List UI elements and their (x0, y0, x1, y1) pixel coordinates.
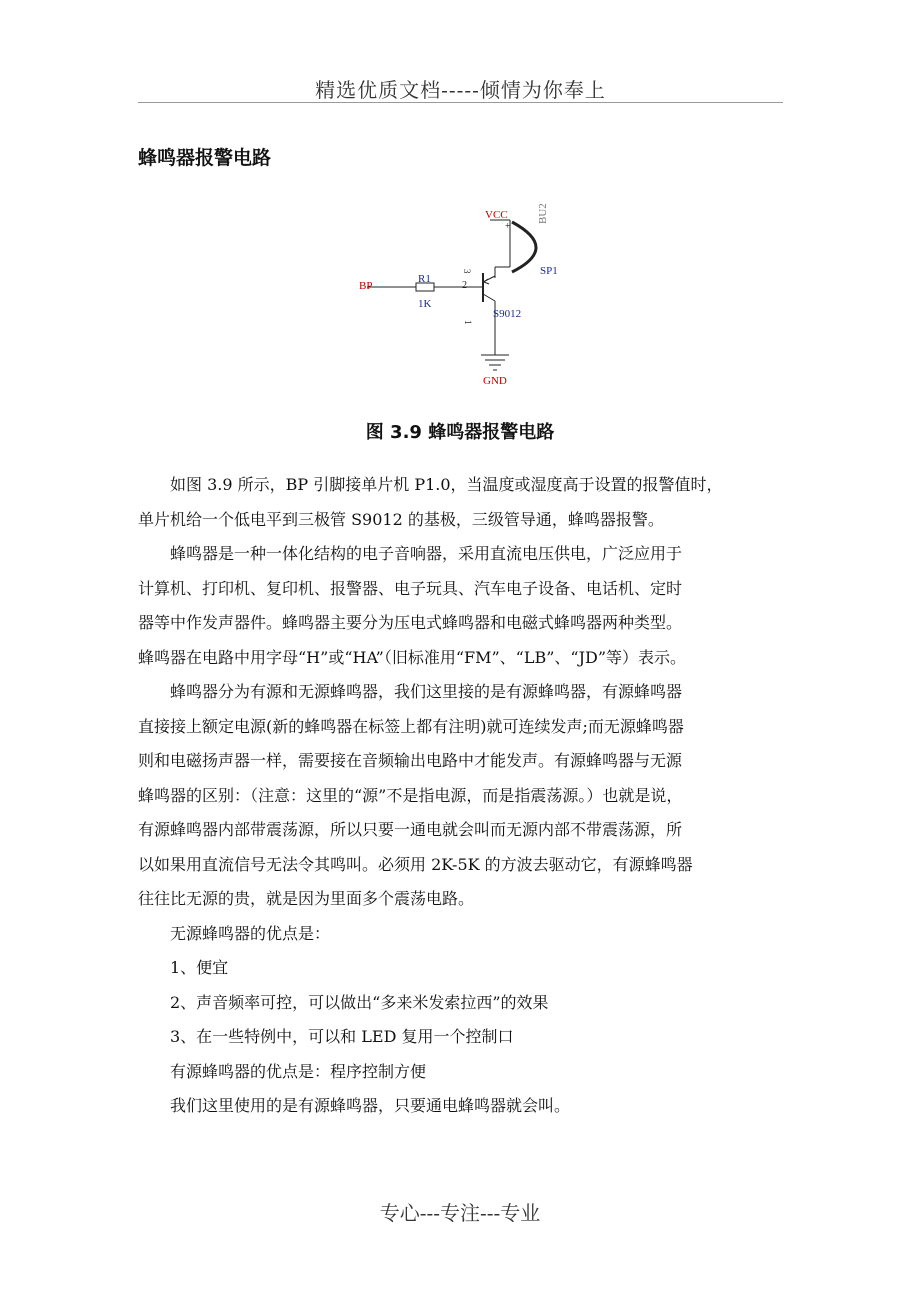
paragraph-line: 我们这里使用的是有源蜂鸣器，只要通电蜂鸣器就会叫。 (170, 1096, 571, 1115)
list-item: 1、便宜 (170, 958, 229, 977)
transistor-collector (483, 294, 495, 301)
label-vcc: VCC (485, 209, 508, 221)
page-header: 精选优质文档-----倾情为你奉上 (315, 78, 606, 102)
buzzer-arc (512, 222, 536, 272)
paragraph-line: 如图 3.9 所示，BP 引脚接单片机 P1.0，当温度或湿度高于设置的报警值时， (170, 475, 723, 494)
body-text (138, 468, 788, 1124)
list-item: 2、声音频率可控，可以做出“多来米发索拉西”的效果 (170, 992, 549, 1012)
paragraph-line: 蜂鸣器在电路中用字母“H”或“HA”（旧标准用“FM”、“LB”、“JD”等）表示。 (138, 647, 687, 667)
paragraph-line: 直接接上额定电源(新的蜂鸣器在标签上都有注明)就可连续发声;而无源蜂鸣器 (138, 716, 684, 736)
label-transistor: S9012 (493, 308, 522, 320)
paragraph-line: 则和电磁扬声器一样，需要接在音频输出电路中才能发声。有源蜂鸣器与无源 (138, 751, 683, 770)
label-bu2: BU2 (537, 203, 549, 224)
header-divider (138, 102, 783, 103)
label-bp: BP (359, 280, 373, 292)
paragraph-line: 无源蜂鸣器的优点是： (170, 923, 331, 943)
figure-caption: 图 3.9 蜂鸣器报警电路 (365, 422, 555, 443)
buzzer-circuit-diagram (340, 195, 580, 395)
section-title: 蜂鸣器报警电路 (138, 147, 272, 169)
paragraph-line: 器等中作发声器件。蜂鸣器主要分为压电式蜂鸣器和电磁式蜂鸣器两种类型。 (138, 613, 683, 632)
list-item: 3、在一些特例中，可以和 LED 复用一个控制口 (170, 1027, 514, 1046)
paragraph-line: 有源蜂鸣器内部带震荡源，所以只要一通电就会叫而无源内部不带震荡源，所 (138, 820, 683, 839)
label-pin3: 3 (462, 269, 472, 274)
label-plus: + (505, 221, 511, 232)
paragraph-line: 单片机给一个低电平到三极管 S9012 的基极，三级管导通，蜂鸣器报警。 (138, 509, 664, 529)
paragraph-line: 以如果用直流信号无法令其鸣叫。必须用 2K-5K 的方波去驱动它，有源蜂鸣器 (138, 854, 693, 874)
paragraph-line: 往往比无源的贵，就是因为里面多个震荡电路。 (138, 889, 475, 908)
paragraph-line: 蜂鸣器是一种一体化结构的电子音响器，采用直流电压供电，广泛应用于 (170, 544, 683, 563)
label-pin2: 2 (462, 280, 467, 291)
paragraph-line: 有源蜂鸣器的优点是：程序控制方便 (170, 1061, 427, 1081)
label-sp1: SP1 (540, 265, 558, 277)
paragraph-line: 蜂鸣器的区别：（注意：这里的“源”不是指电源，而是指震荡源。）也就是说， (138, 785, 683, 805)
paragraph-line: 蜂鸣器分为有源和无源蜂鸣器，我们这里接的是有源蜂鸣器，有源蜂鸣器 (170, 682, 683, 701)
label-gnd: GND (483, 375, 507, 387)
label-r1: R1 (418, 273, 431, 285)
paragraph-line: 计算机、打印机、复印机、报警器、电子玩具、汽车电子设备、电话机、定时 (138, 578, 683, 598)
page-footer: 专心---专注---专业 (379, 1201, 541, 1225)
label-r1-value: 1K (418, 298, 432, 310)
label-pin1: 1 (463, 320, 473, 325)
